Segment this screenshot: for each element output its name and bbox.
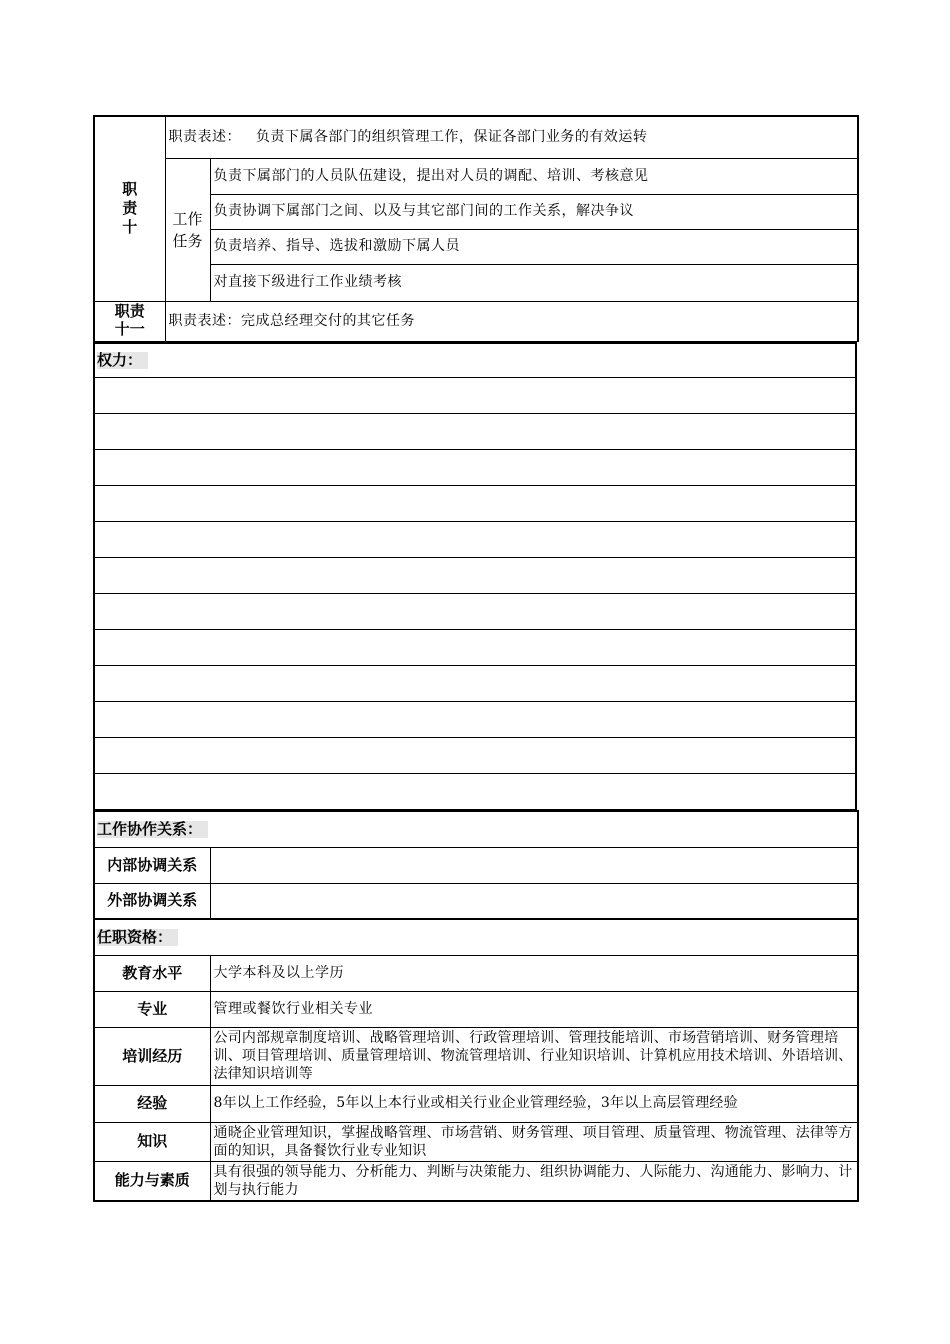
duty-11-statement: 职责表述：完成总经理交付的其它任务 bbox=[165, 301, 858, 341]
external-relations-label: 外部协调关系 bbox=[94, 883, 210, 919]
major-value: 管理或餐饮行业相关专业 bbox=[210, 991, 858, 1027]
authority-row bbox=[94, 414, 856, 450]
ability-value: 具有很强的领导能力、分析能力、判断与决策能力、组织协调能力、人际能力、沟通能力、影响力、计划与执行能力 bbox=[210, 1161, 858, 1201]
training-value: 公司内部规章制度培训、战略管理培训、行政管理培训、管理技能培训、市场营销培训、财务管理培训、项目管理培训、质量管理培训、物流管理培训、行业知识培训、计算机应用技术培训、外语培训、法律知识培训等 bbox=[210, 1027, 858, 1085]
authority-row bbox=[94, 594, 856, 630]
experience-label: 经验 bbox=[94, 1085, 210, 1122]
ability-label: 能力与素质 bbox=[94, 1161, 210, 1201]
qualifications-title: 任职资格： bbox=[94, 919, 858, 955]
experience-value: 8年以上工作经验，5年以上本行业或相关行业企业管理经验，3年以上高层管理经验 bbox=[210, 1085, 858, 1122]
knowledge-label: 知识 bbox=[94, 1122, 210, 1161]
job-description-sheet bbox=[93, 115, 857, 1202]
duty-10-task-1: 负责下属部门的人员队伍建设，提出对人员的调配、培训、考核意见 bbox=[210, 158, 858, 194]
duty-10-task-4: 对直接下级进行工作业绩考核 bbox=[210, 264, 858, 301]
authority-title: 权力： bbox=[94, 343, 856, 378]
major-label: 专业 bbox=[94, 991, 210, 1027]
knowledge-value: 通晓企业管理知识，掌握战略管理、市场营销、财务管理、项目管理、质量管理、物流管理、法律等方面的知识，具备餐饮行业专业知识 bbox=[210, 1122, 858, 1161]
education-value: 大学本科及以上学历 bbox=[210, 955, 858, 991]
duty-10-task-2: 负责协调下属部门之间、以及与其它部门间的工作关系，解决争议 bbox=[210, 194, 858, 229]
duty-11-label: 职责 十一 bbox=[94, 301, 165, 341]
duty-10-statement: 职责表述： 负责下属各部门的组织管理工作，保证各部门业务的有效运转 bbox=[165, 116, 858, 158]
authority-row bbox=[94, 738, 856, 774]
duty-10-task-3: 负责培养、指导、选拔和激励下属人员 bbox=[210, 229, 858, 264]
duties-table bbox=[93, 115, 859, 342]
authority-table bbox=[93, 342, 857, 811]
authority-row bbox=[94, 666, 856, 702]
training-label: 培训经历 bbox=[94, 1027, 210, 1085]
work-tasks-label: 工作 任务 bbox=[165, 158, 210, 301]
authority-row bbox=[94, 702, 856, 738]
internal-relations-label: 内部协调关系 bbox=[94, 847, 210, 883]
authority-row bbox=[94, 450, 856, 486]
duty-10-label: 职 责 十 bbox=[94, 116, 165, 301]
authority-row bbox=[94, 522, 856, 558]
relations-title: 工作协作关系： bbox=[94, 811, 858, 847]
authority-row bbox=[94, 486, 856, 522]
authority-row bbox=[94, 774, 856, 810]
authority-row bbox=[94, 378, 856, 414]
internal-relations-value bbox=[210, 847, 858, 883]
education-label: 教育水平 bbox=[94, 955, 210, 991]
authority-row bbox=[94, 630, 856, 666]
authority-row bbox=[94, 558, 856, 594]
relations-qualifications-table bbox=[93, 810, 859, 1202]
external-relations-value bbox=[210, 883, 858, 919]
